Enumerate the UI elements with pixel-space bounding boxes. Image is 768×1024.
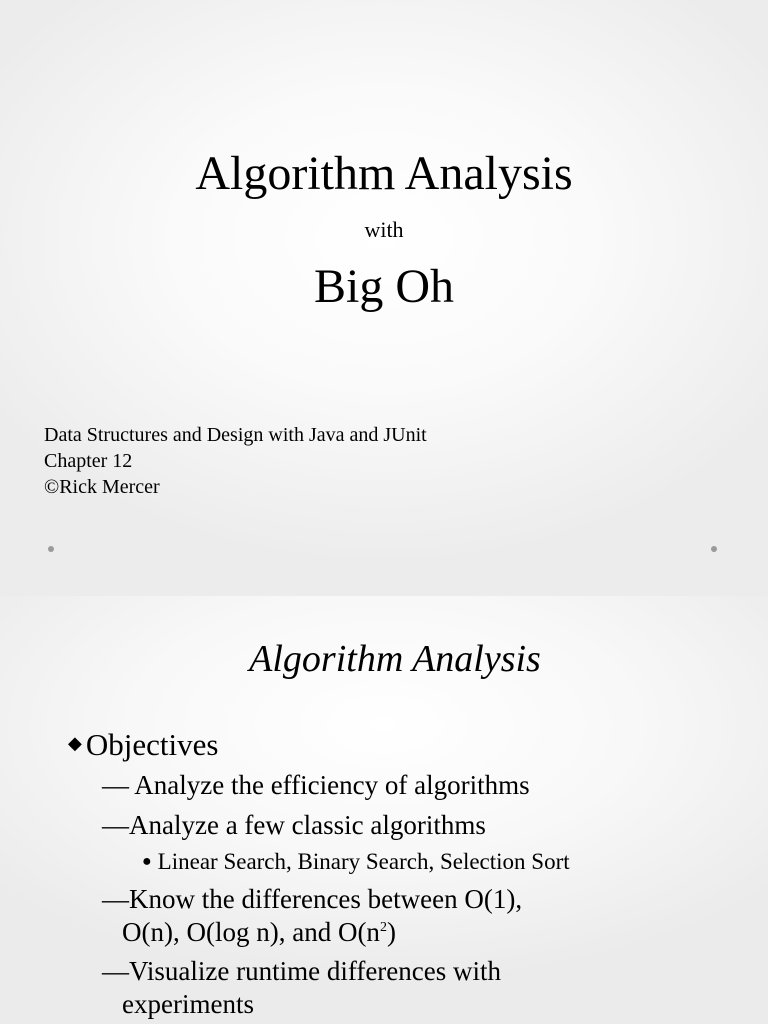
slide-corner-dot-right — [711, 546, 717, 552]
book-title: Data Structures and Design with Java and JUnit — [44, 424, 427, 446]
sub-item-label: Linear Search, Binary Search, Selection Sort — [157, 849, 570, 874]
objective-item-1: — Analyze the efficiency of algorithms — [102, 770, 530, 800]
objective-item-4-line-2: experiments — [122, 989, 254, 1019]
objective-item-4-line-1: —Visualize runtime differences with — [102, 956, 502, 986]
slide-title: Algorithm Analysis — [195, 147, 573, 200]
objective-item-3-line-1: —Know the differences between O(1), — [102, 884, 523, 914]
objectives-bullet — [68, 724, 218, 764]
objective-item-2: —Analyze a few classic algorithms — [102, 810, 486, 840]
objectives-slide-title: Algorithm Analysis — [249, 638, 541, 680]
slide-with-text: with — [364, 217, 404, 242]
exponent: 2 — [379, 920, 387, 935]
author-copyright: ©Rick Mercer — [44, 476, 160, 498]
diamond-bullet-icon: ◆ — [68, 733, 82, 753]
chapter-label: Chapter 12 — [44, 450, 133, 472]
slide-corner-dot-left — [48, 546, 54, 552]
objectives-label: Objectives — [85, 727, 219, 762]
objective-item-3-line-2 — [122, 916, 396, 949]
dot-bullet-icon: ● — [142, 853, 152, 870]
objective-sub-item-1 — [142, 848, 570, 876]
complexity-text: O(n), O(log n), and O(n — [122, 917, 380, 947]
closing-paren: ) — [386, 917, 396, 947]
credits-block — [44, 422, 427, 500]
objectives-slide — [0, 596, 768, 1024]
slide-subtitle: Big Oh — [313, 260, 454, 313]
